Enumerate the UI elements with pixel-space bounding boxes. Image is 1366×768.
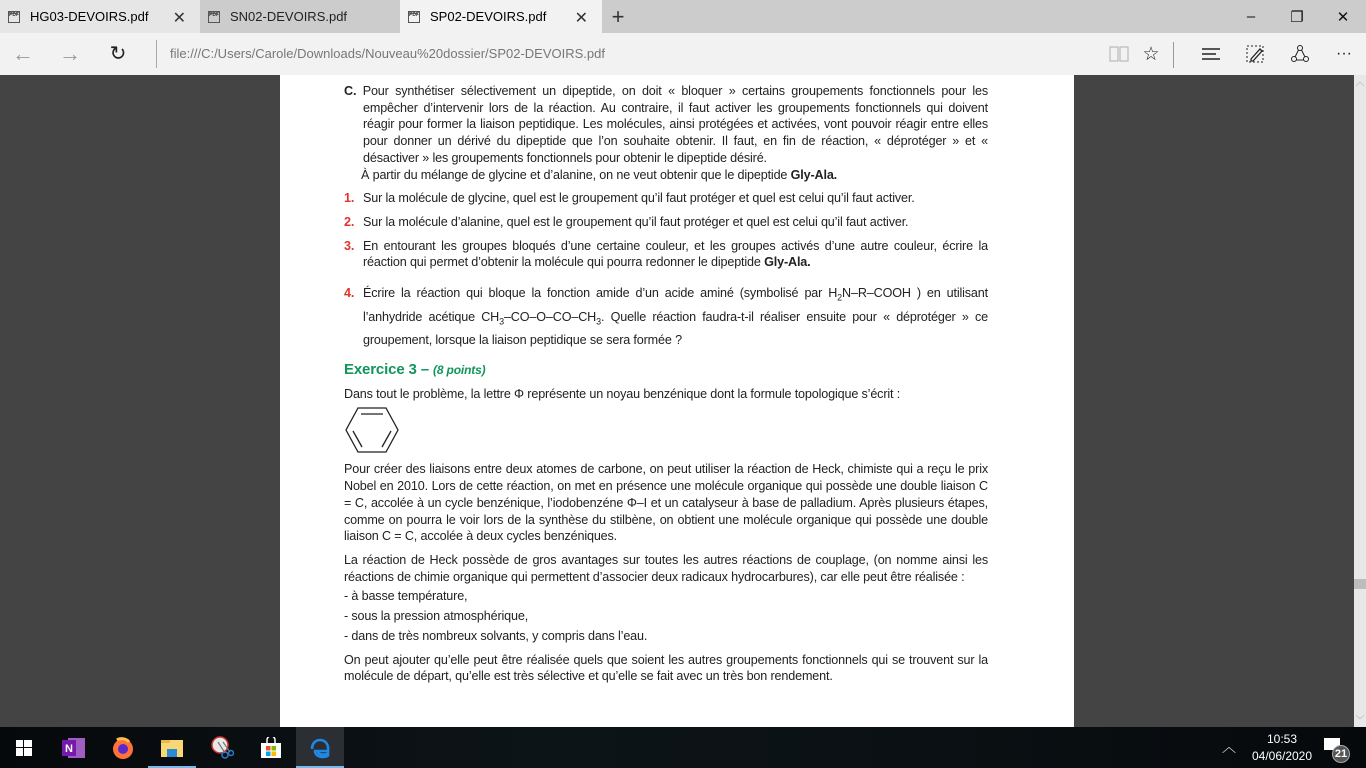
- question-text: Sur la molécule de glycine, quel est le groupement qu’il faut protéger et quel est celui qu’il faut activer.: [363, 191, 915, 206]
- close-tab-icon[interactable]: ✕: [574, 10, 588, 27]
- question-number: 3.: [344, 238, 355, 253]
- scroll-down-icon[interactable]: ﹀: [1355, 715, 1365, 725]
- goal-bold: Gly-Ala.: [790, 167, 838, 182]
- question-2: [344, 214, 988, 231]
- show-hidden-icons-chevron-icon[interactable]: ︿: [1222, 739, 1236, 755]
- heck-paragraph: Pour créer des liaisons entre deux atomes de carbone, on peut utiliser la réaction de Heck, chimiste qui a reçu le prix Nobel en 2010. Lors de cette réaction, on met en présence une molécule organique qui possède une double liaison C = C, accolée à un cycle benzénique, l’iodobenzéne Φ–I et un catalyseur à base de palladium. Après plusieurs étapes, comme on pourra le voir lors de la synthèse du stilbène, on obtient une molécule organique qui possède une double liaison C = C, accolée à deux cycles benzéniques.: [344, 462, 988, 544]
- forward-arrow-icon[interactable]: →: [59, 41, 81, 66]
- divider: [156, 40, 157, 68]
- pdf-page: [280, 75, 1074, 727]
- tab-sn02[interactable]: [200, 0, 400, 33]
- address-bar[interactable]: file:///C:/Users/Carole/Downloads/Nouveau%20dossier/SP02-DEVOIRS.pdf: [170, 46, 605, 61]
- tab-label: SP02-DEVOIRS.pdf: [430, 9, 547, 24]
- question-text: Écrire la réaction qui bloque la fonction amide d’un acide aminé (symbolisé par H: [363, 286, 838, 301]
- exercise-points: (8 points): [432, 363, 486, 378]
- web-note-icon[interactable]: [1241, 41, 1269, 67]
- store-icon[interactable]: [247, 727, 295, 768]
- pdf-viewer: [0, 75, 1354, 727]
- firefox-icon[interactable]: [99, 727, 147, 768]
- exercise-intro: Dans tout le problème, la lettre Φ représente un noyau benzénique dont la formule topologique s’écrit :: [344, 386, 901, 401]
- subscript: 3: [596, 316, 601, 327]
- scroll-up-icon[interactable]: ︿: [1355, 77, 1365, 87]
- favorite-star-icon[interactable]: ☆: [1142, 43, 1160, 65]
- section-c-paragraph: [344, 83, 988, 167]
- section-c-text: Pour synthétiser sélectivement un dipeptide, on doit « bloquer » certains groupements fonctionnels pour les empêcher d’intervenir lors de la réaction. Au contraire, il faut activer les groupements fonctionnels qui doivent réagir pour former la liaison peptidique. Les molécules, ainsi protégées et activées, vont pouvoir réagir entre elles pour donner un dérivé du dipeptide que l’on souhaite obtenir. Il faut, en fin de réaction, « déprotéger » et « désactiver » les groupements fonctionnels pour obtenir le dipeptide désiré.: [362, 84, 988, 165]
- conclusion-paragraph: On peut ajouter qu’elle peut être réalisée quels que soient les autres groupements fonctionnels qui se trouvent sur la molécule de départ, qu’elle est très sélective et qu’elle se fait avec un très bon rendement.: [344, 652, 988, 684]
- back-arrow-icon[interactable]: ←: [12, 41, 34, 66]
- goal-text: À partir du mélange de glycine et d’alanine, on ne veut obtenir que le dipeptide: [361, 167, 791, 182]
- question-number: 1.: [344, 191, 355, 206]
- close-tab-icon[interactable]: ✕: [172, 10, 186, 27]
- question-4: [344, 284, 988, 350]
- notification-count-badge: 21: [1332, 745, 1350, 763]
- navigation-bar: [0, 33, 1366, 75]
- system-clock[interactable]: [1248, 731, 1316, 765]
- question-1: [344, 190, 988, 207]
- document-content: [344, 83, 988, 685]
- exercise-title: Exercice 3 –: [344, 361, 433, 379]
- advantage-item: - dans de très nombreux solvants, y compris dans l’eau.: [344, 628, 648, 643]
- divider: [1173, 42, 1174, 68]
- vertical-scrollbar[interactable]: [1354, 75, 1366, 727]
- section-label: C.: [344, 84, 357, 98]
- more-icon[interactable]: ···: [1336, 45, 1352, 62]
- question-3: [344, 238, 988, 271]
- plus-icon[interactable]: +: [611, 4, 625, 29]
- tab-strip: [0, 0, 1366, 33]
- snipping-tool-icon[interactable]: [198, 727, 246, 768]
- subscript: 3: [499, 316, 504, 327]
- pdf-file-icon: PDF: [8, 11, 20, 23]
- question-number: 2.: [344, 214, 355, 229]
- advantages-paragraph: La réaction de Heck possède de gros avantages sur toutes les autres réactions de couplage, (on nomme ainsi les réactions de chimie organique qui permettent d’associer deux radicaux hydrocarbures), car elle peut être réalisée :: [344, 552, 988, 584]
- tab-label: SN02-DEVOIRS.pdf: [230, 9, 348, 24]
- question-bold: Gly-Ala.: [764, 255, 811, 270]
- restore-button[interactable]: ❐: [1290, 8, 1304, 26]
- goal-line: [344, 167, 988, 184]
- svg-text:N: N: [65, 742, 73, 755]
- question-text: . Quelle réaction faudra-t-il réaliser ensuite pour « déprotéger » ce groupement, lorsque la liaison peptidique se sera formée ?: [363, 309, 988, 348]
- question-number: 4.: [344, 286, 355, 301]
- exercise-heading: [344, 362, 988, 379]
- advantage-item: - sous la pression atmosphérique,: [344, 609, 529, 624]
- clock-time: 10:53: [1266, 732, 1298, 746]
- tab-label: HG03-DEVOIRS.pdf: [30, 9, 149, 24]
- question-text: –CO–O–CO–CH: [503, 309, 597, 324]
- advantage-item: - à basse température,: [344, 589, 468, 604]
- tab-hg03[interactable]: [0, 0, 200, 33]
- pdf-file-icon: PDF: [208, 11, 220, 23]
- question-text: En entourant les groupes bloqués d’une certaine couleur, et les groupes activés d’une autre couleur, écrire la réaction qui permet d’obtenir la molécule qui pourra redonner le dipeptide: [363, 238, 988, 270]
- benzene-ring-icon: [344, 406, 988, 454]
- share-icon[interactable]: [1286, 41, 1314, 67]
- file-explorer-icon[interactable]: [148, 727, 196, 768]
- edge-icon[interactable]: [296, 727, 344, 768]
- subscript: 2: [837, 292, 843, 303]
- hub-icon[interactable]: [1197, 41, 1225, 67]
- clock-date: 04/06/2020: [1251, 749, 1313, 763]
- pdf-file-icon: PDF: [408, 11, 420, 23]
- question-text: N–R–COOH ) en utilisant l’anhydride acétique CH: [363, 286, 988, 324]
- question-text: Sur la molécule d’alanine, quel est le groupement qu’il faut protéger et quel est celui qu’il faut activer.: [363, 214, 909, 229]
- reading-view-icon[interactable]: [1105, 41, 1133, 67]
- close-window-button[interactable]: ✕: [1336, 8, 1350, 26]
- refresh-icon[interactable]: ↻: [109, 43, 127, 65]
- windows-taskbar: [0, 727, 1366, 768]
- onenote-icon[interactable]: [50, 727, 98, 768]
- windows-start-icon[interactable]: [0, 727, 48, 768]
- tab-sp02-active[interactable]: [400, 0, 602, 33]
- minimize-button[interactable]: –: [1246, 8, 1256, 25]
- scroll-thumb[interactable]: [1354, 579, 1366, 589]
